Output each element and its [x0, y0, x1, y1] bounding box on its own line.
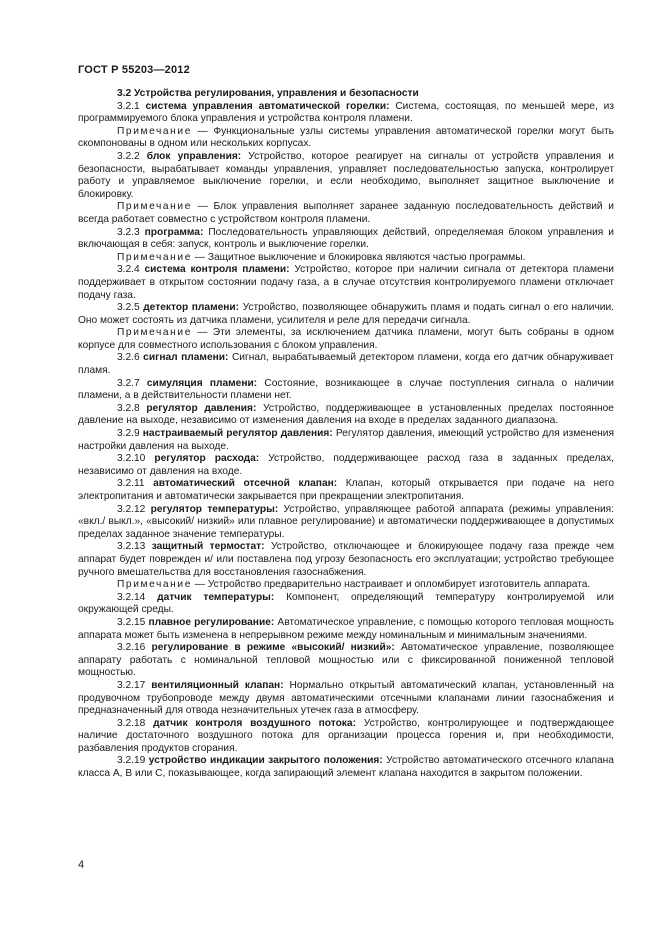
clause-number: 3.2.15 [117, 616, 146, 628]
note-paragraph: Примечание — Защитное выключение и блокировка являются частью программы. [117, 251, 526, 263]
definition-text: Состояние, возникающее в случае поступления сигнала о наличии пламени, а в действительности пламени нет. [78, 377, 614, 402]
term: защитный термостат: [151, 541, 265, 553]
definition-paragraph [78, 264, 614, 302]
definition-paragraph [78, 680, 614, 718]
term: регулятор расхода: [154, 453, 260, 465]
clause-number: 3.2.3 [117, 226, 140, 238]
term: автоматический отсечной клапан: [153, 478, 338, 490]
definition-paragraph [78, 541, 614, 579]
definition-text: Клапан, который открывается при подаче на него электропитания и автоматически закрывается при прекращении электропитания. [78, 478, 614, 502]
clause-number: 3.2.8 [117, 402, 140, 414]
definition-paragraph [78, 151, 614, 201]
clause-number: 3.2.19 [117, 755, 146, 767]
definition-text: Автоматическое управление, позволяющее аппарату работать с номинальной тепловой мощностью или с фиксированной пониженной тепловой мощностью. [78, 642, 614, 679]
clause-number: 3.2.10 [117, 453, 146, 465]
definition-paragraph [78, 478, 614, 503]
term: датчик контроля воздушного потока: [153, 717, 356, 729]
clause-number: 3.2.16 [117, 642, 146, 654]
clause-number: 3.2.11 [117, 478, 145, 490]
note-text: Блок управления выполняет заранее заданную последовательность действий и всегда работает совместно с устройством контроля пламени. [78, 201, 614, 225]
definition-paragraph [78, 302, 614, 327]
term: регулятор температуры: [150, 503, 279, 515]
note-label: Примечание [117, 327, 192, 339]
clause-number: 3.2.5 [117, 302, 140, 314]
definition-text: Последовательность управляющих действий, определяемая блоком управления и включающая в себя: запуск, контроль и выключение горелки. [78, 226, 614, 251]
clause-number: 3.2.9 [117, 428, 140, 440]
definition-text: Устройство, контролирующее и подтверждающее наличие достаточного воздушного потока для организации процесса горения и, при необходимости, разбавления продуктов сгорания. [78, 717, 615, 754]
definition-paragraph [78, 403, 614, 428]
clause-number: 3.2.14 [117, 591, 146, 603]
note-label: Примечание [117, 251, 192, 263]
clause-number: 3.2.1 [117, 100, 140, 112]
document-body [78, 88, 614, 781]
definition-paragraph [78, 352, 614, 377]
term: настраиваемый регулятор давления: [142, 428, 333, 440]
term: сигнал пламени: [143, 352, 229, 364]
clause-number: 3.2.13 [117, 541, 146, 553]
definition-text: Устройство, которое реагирует на сигналы от устройств управления и безопасности, вырабатывает команды управления, управляет последовательностью запуска, контролирует работу и управляемое выключение горелки, и если необходимо, выполняет защитное выключение и блокировку. [78, 150, 614, 200]
paragraph-list [78, 101, 614, 781]
clause-number: 3.2.18 [117, 717, 146, 729]
definition-paragraph [78, 617, 614, 642]
term: устройство индикации закрытого положения: [148, 755, 383, 767]
term: система контроля пламени: [144, 264, 290, 276]
definition-text: Система, состоящая, по меньшей мере, из программируемого блока управления и устройства контроля пламени. [78, 100, 614, 125]
term: датчик температуры: [157, 591, 275, 603]
clause-number: 3.2.4 [117, 264, 140, 276]
clause-number: 3.2.12 [117, 503, 146, 515]
term: вентиляционный клапан: [151, 679, 284, 691]
clause-number: 3.2.2 [117, 150, 140, 162]
definition-text: Компонент, определяющий температуру контролируемой или окружающей среды. [78, 591, 614, 616]
note-label: Примечание [117, 125, 192, 137]
definition-text: Устройство, отключающее и блокирующее подачу газа прежде чем аппарат будет поврежден и/ или поставлена под угрозу безопасность его эксплуатации; устройство требующее ручного вмешательства для восстановления газоснабжения. [78, 541, 614, 578]
note-text: Эти элементы, за исключением датчика пламени, могут быть собраны в одном корпусе для совместного использования с блоком управления. [78, 327, 614, 351]
note-paragraph: Примечание — Блок управления выполняет заранее заданную последовательность действий и всегда работает совместно с устройством контроля пламени. [78, 201, 614, 225]
clause-number: 3.2.17 [117, 679, 146, 691]
term: плавное регулирование: [148, 616, 275, 628]
term: система управления автоматической горелки: [145, 100, 390, 112]
definition-paragraph [78, 101, 614, 126]
note-text: Защитное выключение и блокировка являются частью программы. [207, 251, 526, 263]
page-number: 4 [78, 859, 85, 871]
clause-number: 3.2.6 [117, 352, 140, 364]
term: регулятор давления: [146, 402, 257, 414]
definition-paragraph [78, 227, 614, 252]
note-paragraph: Примечание — Функциональные узлы системы управления автоматической горелки могут быть скомпонованы в одном или нескольких корпусах. [78, 125, 614, 150]
definition-text: Устройство, позволяющее обнаружить пламя и подать сигнал о его наличии. Оно может состоять из датчика пламени, усилителя и реле для передачи сигнала. [78, 302, 614, 326]
definition-paragraph [78, 504, 614, 542]
term: симуляция пламени: [146, 377, 258, 389]
term: детектор пламени: [143, 302, 240, 314]
standard-header: ГОСТ Р 55203—2012 [78, 64, 190, 76]
definition-text: Регулятор давления, имеющий устройство для изменения настройки давления на выходе. [78, 428, 614, 452]
definition-text: Устройство, которое при наличии сигнала от детектора пламени поддерживает в открытом состоянии подачу газа, а в случае отсутствия контролируемого пламени отключает подачу газа. [78, 264, 614, 301]
definition-text: Устройство, поддерживающее в установленных пределах постоянное давление на выходе, независимо от изменения давления на входе в пределах заданного диапазона. [78, 402, 614, 427]
definition-text: Нормально открытый автоматический клапан, установленный на продувочном трубопроводе между двумя автоматическими отсечными клапанами линии газоснабжения и предназначенный для отвода незначительных утечек газа в атмосферу. [78, 679, 614, 717]
definition-paragraph [78, 755, 614, 780]
note-text: Устройство предварительно настраивает и опломбирует изготовитель аппарата. [207, 579, 591, 591]
definition-paragraph [78, 453, 614, 478]
note-paragraph: Примечание — Эти элементы, за исключением датчика пламени, могут быть собраны в одном корпусе для совместного использования с блоком управления. [78, 327, 614, 351]
definition-paragraph [78, 428, 614, 453]
definition-text: Сигнал, вырабатываемый детектором пламени, когда его датчик обнаруживает пламя. [78, 352, 614, 377]
definition-paragraph [78, 378, 614, 403]
definition-paragraph [78, 718, 614, 756]
definition-paragraph [78, 642, 614, 680]
definition-text: Автоматическое управление, с помощью которого тепловая мощность аппарата может быть изменена в непрерывном режиме между номинальным и минимальным значениями. [78, 616, 614, 641]
note-label: Примечание [117, 579, 192, 591]
clause-number: 3.2.7 [117, 377, 140, 389]
definition-text: Устройство, поддерживающее расход газа в заданных пределах, независимо от давления на входе. [78, 453, 615, 477]
section-title: 3.2 Устройства регулирования, управления и безопасности [117, 88, 419, 99]
term: блок управления: [146, 150, 242, 162]
definition-paragraph [78, 592, 614, 617]
term: регулирование в режиме «высокий/ низкий»: [151, 642, 395, 654]
definition-text: Устройство, управляющее работой аппарата (режимы управления: «вкл./ выкл.», «высокий/ низкий» или плавное регулирование) и автоматически поддерживающее в допустимых пределах заданное значение температуры. [78, 503, 614, 540]
note-label: Примечание [117, 201, 192, 213]
note-text: Функциональные узлы системы управления автоматической горелки могут быть скомпонованы в одном или нескольких корпусах. [78, 125, 614, 150]
term: программа: [144, 226, 204, 238]
note-paragraph: Примечание — Устройство предварительно настраивает и опломбирует изготовитель аппарата. [117, 579, 591, 591]
definition-text: Устройство автоматического отсечного клапана класса A, B или C, показывающее, когда запирающий элемент клапана находится в закрытом положении. [78, 755, 614, 780]
